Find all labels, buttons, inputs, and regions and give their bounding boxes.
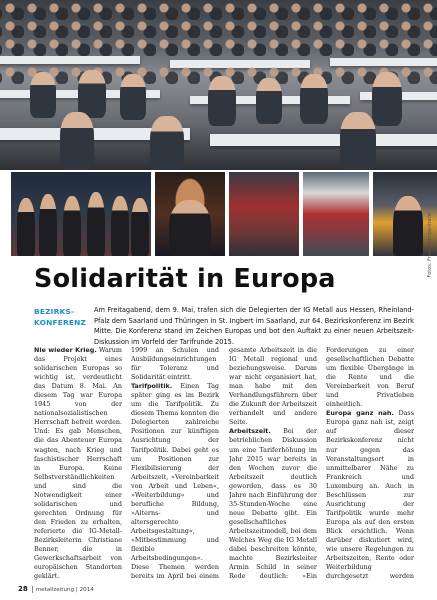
lead-paragraph: Am Freitagabend, dem 9. Mai, trafen sich die Delegierten der IG Metall aus Hessen, Rheinland-Pfalz dem Saarland und Thüringen in St. Ingbert im Saarland, zur 64. Bezirkskonferenz im Bezirk Mitte. Die Konferenz stand im Zeichen Europas und bot den Auftakt zu einer neuen Arbeitszeit-Diskussion im Vorfeld der Tarifrunde 2015. — [94, 306, 414, 346]
paragraph: Forderungen zu einer gesellschaftlichen Debatte um flexible Übergänge in die Rente und die Vereinbarkeit von Beruf und Privatleben einheitlich. — [326, 346, 414, 409]
photo-stage — [229, 172, 299, 256]
photo-podium — [303, 172, 369, 256]
divider — [32, 586, 33, 593]
lead-in: Europa ganz nah. — [326, 409, 394, 418]
article-body — [34, 346, 414, 582]
column-1 — [34, 346, 122, 582]
photo-strip — [11, 172, 427, 256]
page-footer — [18, 585, 218, 593]
paragraph — [229, 427, 317, 582]
paragraph-text: Dass Europa ganz nah ist, zeigt auf dieser Bezirkskonferenz nicht nur gegen das Veranstaltungsort in unmittelbarer Nähe zu Frankreich und Luxemburg an. Auch in Beschlüssen zur Ausrichtung der Tarifpolitik wurde mehr Europa als auf den ersten Blick ersichtlich. Wenn darüber diskutiert wird, wie unsere Regelungen zu Arbeitszeiten, Rente oder Weiterbildung durchgesetzt werden — [326, 409, 414, 581]
paragraph-text: Einen Tag später ging es im Bezirk um die Tarifpolitik. Zu diesem Thema konnten die Delegierten zahlreiche Positionen zur künftigen Ausrichtung der Tarifpolitik. Dabei geht es um Positionen zur Flexibilisierung der Arbeitszeit, »Vereinbarkeit von Arbeit und Leben«, »Weiterbildung« und berufliche Bildung, »Alterns- und altersgerechte Arbeitsgestaltung«, »Mitbestimmung und flexible Arbeitsbedingungen«. Diese Themen werden bereits im April bei einem — [131, 382, 219, 581]
kicker-line-2: KONFERENZ — [34, 318, 87, 327]
photo-credit: Fotos: Frank Rumpenhorst — [427, 212, 433, 278]
hero-photo-conference-hall — [0, 0, 437, 170]
column-4 — [326, 346, 414, 582]
paragraph — [326, 409, 414, 582]
page-title: Solidarität in Europa — [34, 264, 336, 294]
paragraph — [131, 382, 219, 582]
publication-name: metallzeitung | 2014 — [35, 587, 94, 593]
section-kicker — [34, 306, 87, 328]
photo-award-ceremony — [11, 172, 151, 256]
page-number: 28 — [18, 585, 28, 593]
paragraph — [34, 581, 122, 582]
column-3 — [229, 346, 317, 582]
column-2 — [131, 346, 219, 582]
paragraph: 1999 an Schulen und Ausbildungseinrichtungen für Toleranz und Solidarität eintritt. — [131, 346, 219, 382]
kicker-line-1: BEZIRKS- — [34, 307, 75, 316]
paragraph: gesamte Arbeitszeit in die IG Metall regional und beziehungsweise. Darum war nicht organisiert hat, man habe mit den Verhandlungsführern über die Zukunft der Arbeitszeit verhandelt und andere Seite. — [229, 346, 317, 427]
paragraph — [34, 346, 122, 581]
lead-in: Tarifpolitik. — [131, 382, 173, 391]
photo-speaker — [155, 172, 225, 256]
paragraph-text: Warum das Projekt eines solidarischen Europas so wichtig ist, verdeutlicht das Datum 8. Mai. An diesem Tag war Europa 1945 von der nationalsozialistischen Herrschaft befreit worden. Und: Es gab Menschen, die das Abenteuer Europa wagten, nach Krieg und faschistischer Herrschaft in Europa. Keine Selbstverständlichkeiten und sind die Notwendigkeit einer solidarischen und gerechten Ordnung für den Frieden zu erhalten, referierte die IG-Metall-Bezirksleiterin Christiane Benner, die in Gewerkschaftsarbeit von europäischen Standorten geklärt. — [34, 346, 122, 581]
lead-in: Nie wieder Krieg. — [34, 346, 97, 354]
paragraph-text: Bei der betrieblichen Diskussion um eine Tariferhöhung im Jahr 2015 war bereits in den Wochen zuvor die Arbeitszeit deutlich geworden, dass es 30 Jahre nach Einführung der 35-Stunden-Woche eine neue Debatte gibt. Ein gesellschaftliches Arbeitszeitmodell, bei dem Welches Weg die IG Metall dabei beschreiten könnte, machte Bezirksleiter Armin Schild in seiner Rede deutlich: »Ein — [229, 427, 317, 581]
lead-in: Arbeitszeit. — [229, 427, 271, 436]
